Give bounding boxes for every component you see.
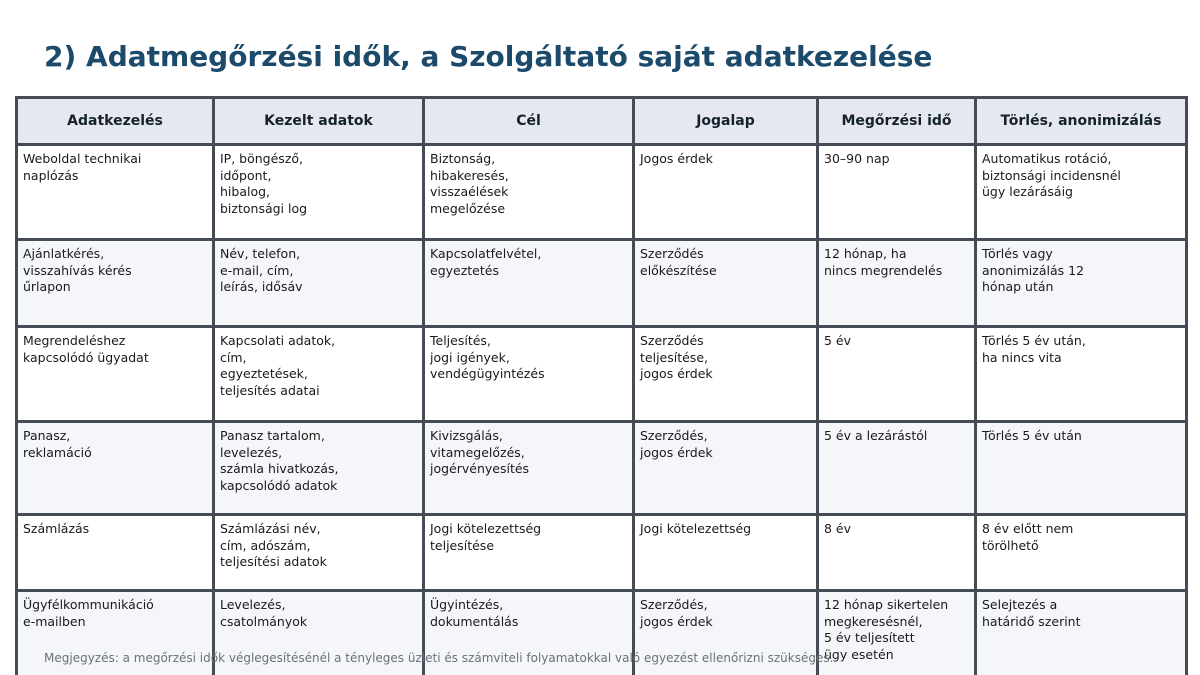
table-cell: 5 év a lezárástól <box>818 422 976 515</box>
header-cell-legal-basis: Jogalap <box>634 98 818 145</box>
table-cell: Ügyintézés, dokumentálás <box>424 591 634 675</box>
table-row <box>17 327 1187 422</box>
table-cell: Név, telefon, e-mail, cím, leírás, idősáv <box>214 240 424 327</box>
table-cell: Kapcsolati adatok, cím, egyeztetések, teljesítés adatai <box>214 327 424 422</box>
table-cell: Számlázás <box>17 515 214 591</box>
table-cell: Teljesítés, jogi igények, vendégügyintézés <box>424 327 634 422</box>
table-cell: Kapcsolatfelvétel, egyeztetés <box>424 240 634 327</box>
table-cell: Weboldal technikai naplózás <box>17 145 214 240</box>
table-row <box>17 515 1187 591</box>
table-cell: Selejtezés a határidő szerint <box>976 591 1187 675</box>
table-cell: 8 év előtt nem törölhető <box>976 515 1187 591</box>
table-cell: 8 év <box>818 515 976 591</box>
table-cell: Levelezés, csatolmányok <box>214 591 424 675</box>
table-cell: Törlés vagy anonimizálás 12 hónap után <box>976 240 1187 327</box>
table-cell: Szerződés, jogos érdek <box>634 591 818 675</box>
table-cell: Kivizsgálás, vitamegelőzés, jogérvényesítés <box>424 422 634 515</box>
table-cell: Jogi kötelezettség teljesítése <box>424 515 634 591</box>
table-cell: 5 év <box>818 327 976 422</box>
header-cell-purpose: Cél <box>424 98 634 145</box>
footnote: Megjegyzés: a megőrzési idők véglegesítésénél a tényleges üzleti és számviteli folyamatokkal való egyezést ellenőrizni szükséges. <box>44 651 834 665</box>
table-cell: Ügyfélkommunikáció e-mailben <box>17 591 214 675</box>
header-cell-data: Kezelt adatok <box>214 98 424 145</box>
table-cell: Szerződés előkészítése <box>634 240 818 327</box>
table-cell: 12 hónap sikertelen megkeresésnél, 5 év teljesített ügy esetén <box>818 591 976 675</box>
header-cell-deletion: Törlés, anonimizálás <box>976 98 1187 145</box>
header-row <box>17 98 1187 145</box>
table-row <box>17 240 1187 327</box>
table-header <box>17 98 1187 145</box>
table-cell: Ajánlatkérés, visszahívás kérés űrlapon <box>17 240 214 327</box>
table-row <box>17 145 1187 240</box>
table-body <box>17 145 1187 675</box>
table-cell: Szerződés teljesítése, jogos érdek <box>634 327 818 422</box>
page-title: 2) Adatmegőrzési idők, a Szolgáltató saját adatkezelése <box>44 40 933 73</box>
table-cell: Jogi kötelezettség <box>634 515 818 591</box>
table-cell: Törlés 5 év után, ha nincs vita <box>976 327 1187 422</box>
table-cell: Panasz tartalom, levelezés, számla hivatkozás, kapcsolódó adatok <box>214 422 424 515</box>
table-cell: 30–90 nap <box>818 145 976 240</box>
table-cell: Jogos érdek <box>634 145 818 240</box>
table-cell: 12 hónap, ha nincs megrendelés <box>818 240 976 327</box>
table-cell: IP, böngésző, időpont, hibalog, biztonsági log <box>214 145 424 240</box>
table-cell: Automatikus rotáció, biztonsági incidensnél ügy lezárásáig <box>976 145 1187 240</box>
table-cell: Számlázási név, cím, adószám, teljesítési adatok <box>214 515 424 591</box>
table-cell: Szerződés, jogos érdek <box>634 422 818 515</box>
table-cell: Törlés 5 év után <box>976 422 1187 515</box>
table-cell: Panasz, reklamáció <box>17 422 214 515</box>
retention-table <box>15 96 1188 675</box>
header-cell-retention-period: Megőrzési idő <box>818 98 976 145</box>
header-cell-processing: Adatkezelés <box>17 98 214 145</box>
table-cell: Megrendeléshez kapcsolódó ügyadat <box>17 327 214 422</box>
table-cell: Biztonság, hibakeresés, visszaélések megelőzése <box>424 145 634 240</box>
table-row <box>17 422 1187 515</box>
